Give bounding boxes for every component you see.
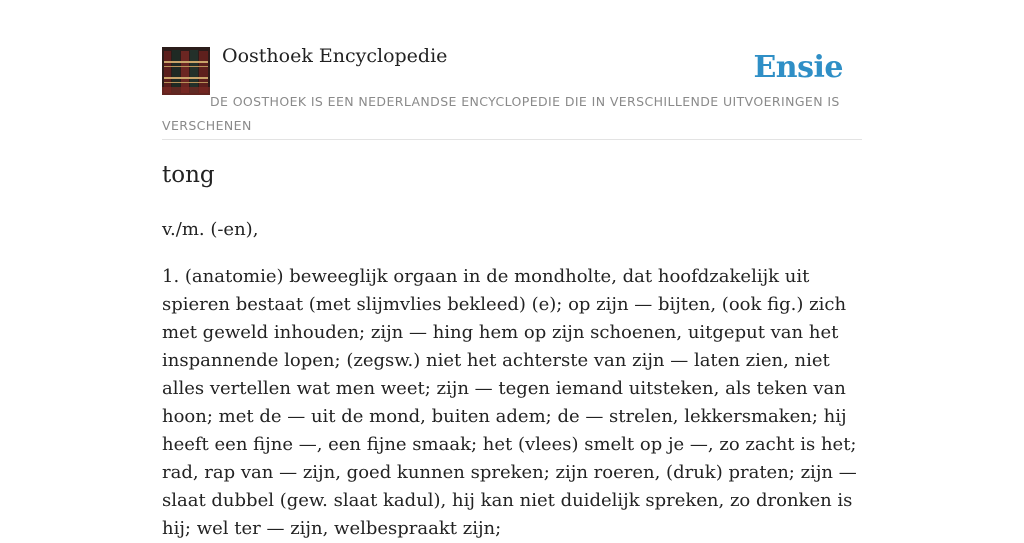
ensie-logo-link[interactable]: Ensie	[753, 50, 843, 85]
source-header	[162, 0, 862, 140]
content-container	[162, 0, 862, 539]
source-avatar[interactable]	[162, 47, 210, 95]
source-title-link[interactable]: Oosthoek Encyclopedie	[222, 45, 448, 67]
entry-grammar: v./m. (-en),	[162, 219, 259, 240]
encyclopedia-books-icon	[162, 47, 210, 95]
source-description: DE OOSTHOEK IS EEN NEDERLANDSE ENCYCLOPEDIE DIE IN VERSCHILLENDE UITVOERINGEN IS VERSCHENEN	[162, 94, 840, 133]
entry-headword: tong	[162, 162, 215, 188]
entry-definition: 1. (anatomie) beweeglijk orgaan in de mondholte, dat hoofdzakelijk uit spieren bestaat (met slijmvlies bekleed) (e); op zijn — bijten, (ook fig.) zich met geweld inhouden; zijn — hing hem op zijn schoenen, uitgeput van het inspannende lopen; (zegsw.) niet het achterste van zijn — laten zien, niet alles vertellen wat men weet; zijn — tegen iemand uitsteken, als teken van hoon; met de — uit de mond, buiten adem; de — strelen, lekkersmaken; hij heeft een fijne —, een fijne smaak; het (vlees) smelt op je —, zo zacht is het; rad, rap van — zijn, goed kunnen spreken; zijn roeren, (druk) praten; zijn — slaat dubbel (gew. slaat kadul), hij kan niet duidelijk spreken, zo dronken is hij; wel ter — zijn, welbespraakt zijn;	[162, 266, 857, 539]
